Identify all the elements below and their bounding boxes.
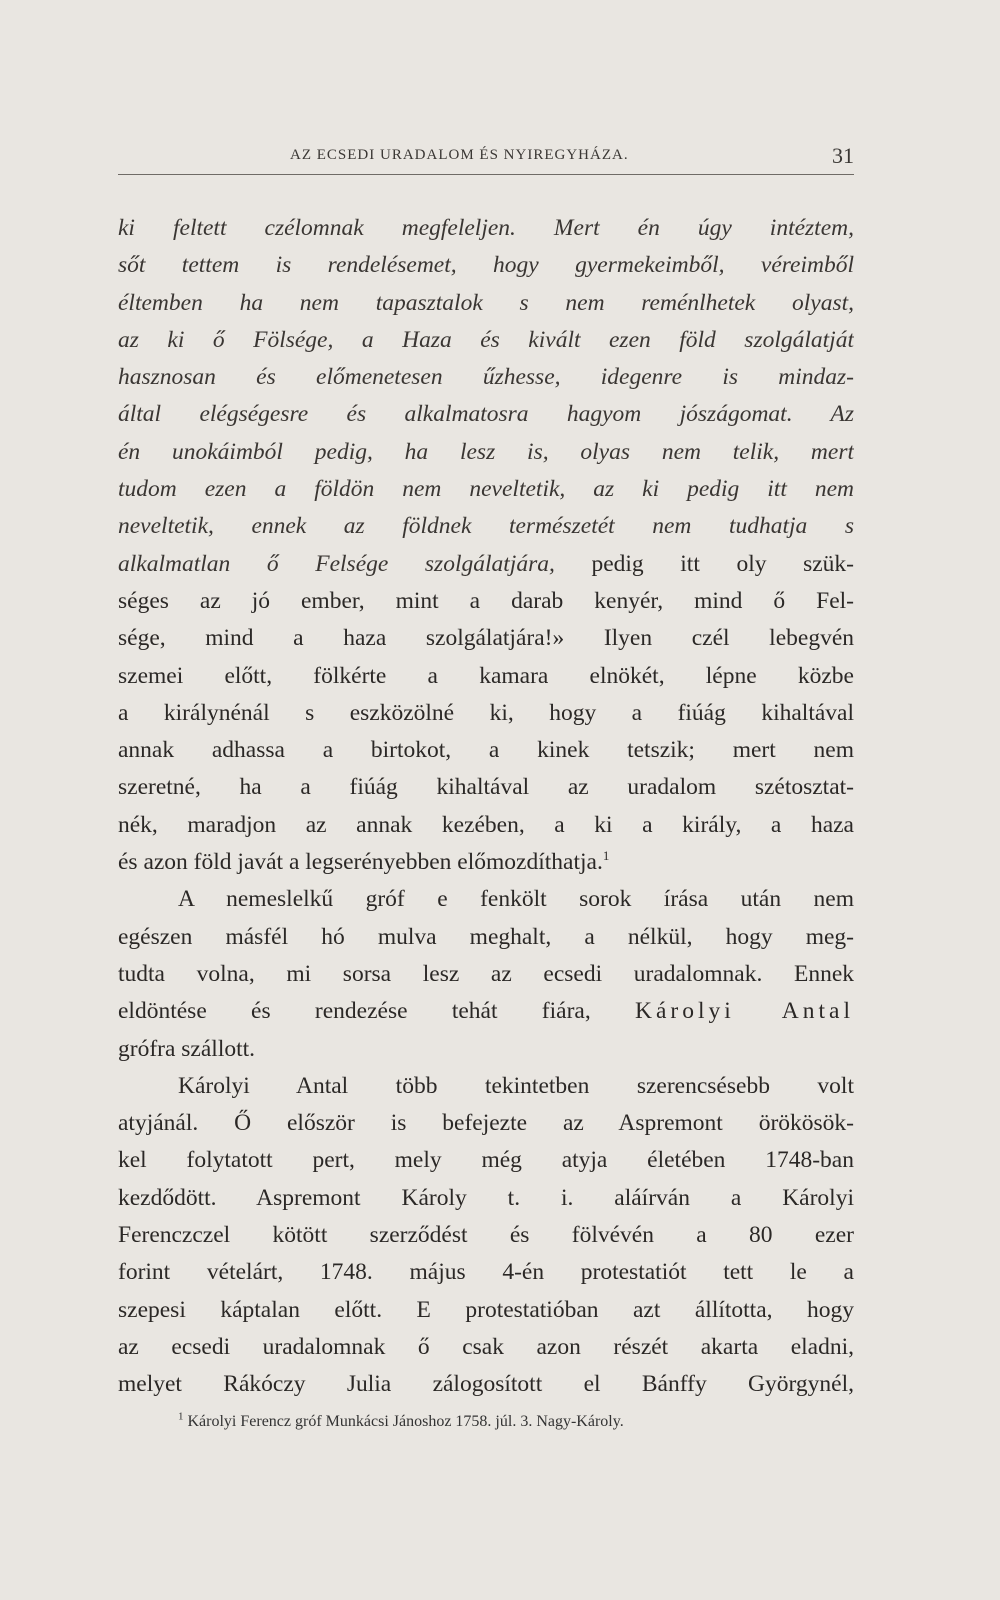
text-line — [118, 844, 854, 881]
text-line: hasznosan és előmenetesen űzhesse, idegenre is mindaz- — [118, 364, 854, 391]
text-line: sőt tettem is rendelésemet, hogy gyermekeimből, véreimből — [118, 252, 854, 279]
running-title: AZ ECSEDI URADALOM ÉS NYIREGYHÁZA. — [290, 147, 629, 163]
text-run: pedig itt oly szük- — [591, 550, 854, 577]
text-line: sége, mind a haza szolgálatjára!» Ilyen czél lebegvén — [118, 625, 854, 652]
footnote — [178, 1410, 854, 1431]
text-line: szepesi káptalan előtt. E protestatióban azt állította, hogy — [118, 1296, 854, 1323]
text-line: szemei előtt, fölkérte a kamara elnökét, lépne közbe — [118, 662, 854, 689]
text-line: kel folytatott pert, mely még atyja életében 1748-ban — [118, 1147, 854, 1174]
text-line: annak adhassa a birtokot, a kinek tetszik; mert nem — [118, 737, 854, 764]
header-rule — [118, 174, 854, 175]
text-line: én unokáimból pedig, ha lesz is, olyas nem telik, mert — [118, 438, 854, 465]
text-line: szeretné, ha a fiúág kihaltával az uradalom szétosztat- — [118, 774, 854, 801]
text-line: a királynénál s eszközölné ki, hogy a fiúág kihaltával — [118, 699, 854, 726]
text-line: nék, maradjon az annak kezében, a ki a király, a haza — [118, 811, 854, 838]
text-line: éltemben ha nem tapasztalok s nem reménlhetek olyast, — [118, 289, 854, 316]
text-line: kezdődött. Aspremont Károly t. i. aláírván a Károlyi — [118, 1184, 854, 1211]
text-line: séges az jó ember, mint a darab kenyér, mind ő Fel- — [118, 587, 854, 614]
paragraph-start: Károlyi Antal több tekintetben szerencsésebb volt — [178, 1072, 854, 1099]
quote-end: alkalmatlan ő Felsége szolgálatjára, — [118, 550, 555, 577]
footnote-marker: 1 — [178, 1410, 184, 1423]
text-line: Ferenczczel kötött szerződést és fölvévén a 80 ezer — [118, 1222, 854, 1249]
text-line: neveltetik, ennek az földnek természetét nem tudhatja s — [118, 513, 854, 540]
text-line: az ki ő Fölsége, a Haza és kivált ezen föld szolgálatját — [118, 326, 854, 353]
text-line: melyet Rákóczy Julia zálogosított el Bánffy Györgynél, — [118, 1371, 854, 1398]
footnote-ref: 1 — [602, 848, 610, 864]
page-number: 31 — [832, 143, 854, 168]
text-line: ki feltett czélomnak megfeleljen. Mert én úgy intéztem, — [118, 215, 854, 241]
text-line: az ecsedi uradalomnak ő csak azon részét akarta eladni, — [118, 1333, 854, 1360]
text-run: eldöntése és rendezése tehát fiára, — [118, 998, 591, 1025]
text-line: egészen másfél hó mulva meghalt, a nélkül, hogy meg- — [118, 923, 854, 950]
body-text — [118, 210, 854, 1404]
text-run: és azon föld javát a legserényebben előmozdíthatja. — [118, 849, 603, 876]
text-line: forint vételárt, 1748. május 4-én protestatiót tett le a — [118, 1259, 854, 1286]
text-line: által elégségesre és alkalmatosra hagyom jószágomat. Az — [118, 401, 854, 428]
text-line-mixed — [118, 546, 854, 583]
footnote-text: Károlyi Ferencz gróf Munkácsi Jánoshoz 1758. júl. 3. Nagy-Károly. — [187, 1413, 624, 1430]
text-line-mixed — [118, 993, 854, 1030]
paragraph-start: A nemeslelkű gróf e fenkölt sorok írása után nem — [178, 886, 854, 913]
text-line: atyjánál. Ő először is befejezte az Aspremont örökösök- — [118, 1110, 854, 1137]
text-line: tudom ezen a földön nem neveltetik, az ki pedig itt nem — [118, 476, 854, 503]
running-head — [118, 143, 854, 173]
text-line: grófra szállott. — [118, 1035, 256, 1062]
text-line: tudta volna, mi sorsa lesz az ecsedi uradalomnak. Ennek — [118, 960, 854, 987]
name-emphasis: Károlyi Antal — [635, 998, 854, 1025]
